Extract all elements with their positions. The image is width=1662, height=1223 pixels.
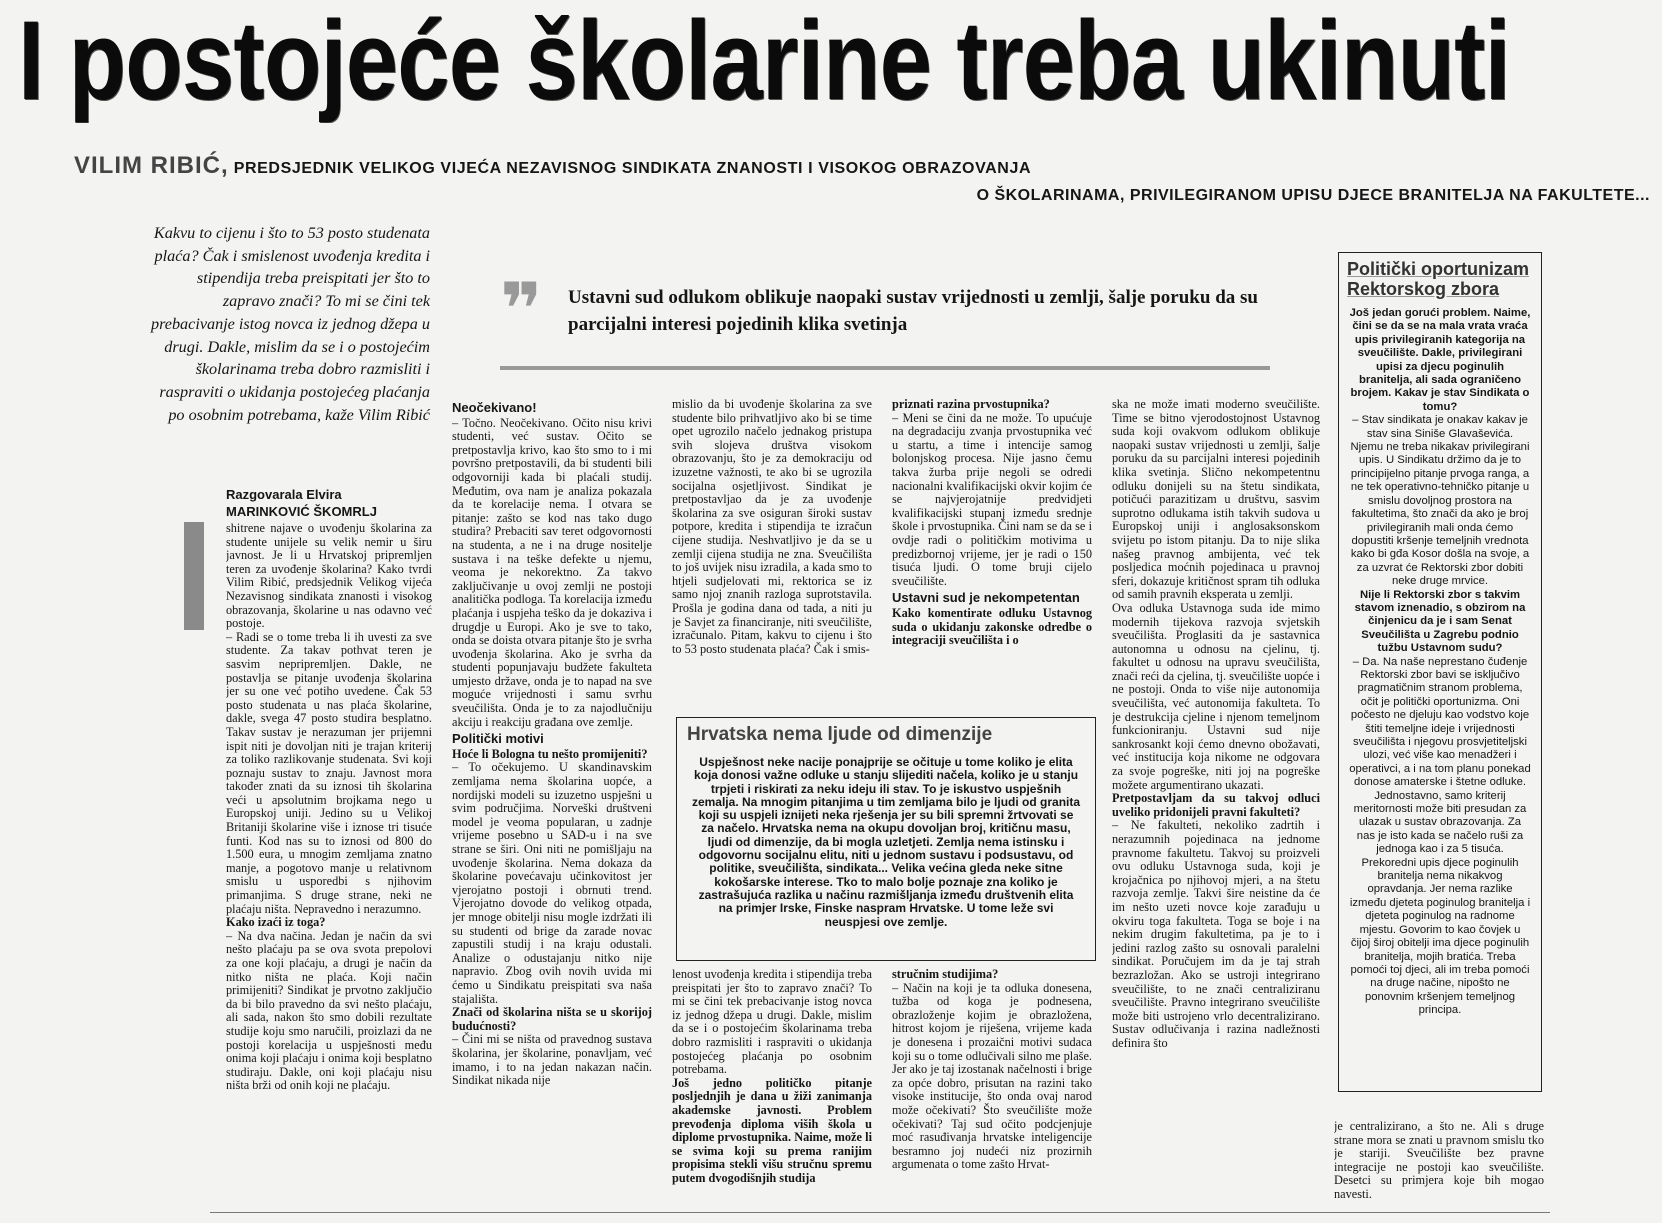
paragraph: – Točno. Neočekivano. Očito nisu krivi studenti, već sustav. Očito se pretpostavlja krivo, kao što smo to i mi površno pretpostavili, da bi studenti bili odgovorniji kada bi plaćali studij. Međutim, ova nam je analiza pokazala da te korelacije nema. I otvara se pitanje: zašto se kod nas tako dugo studira? Prebaciti sav teret odgovornosti na studenta, a ne i na druge nositelje sustava i na teške defekte u njemu, veoma je nekorektno. Za takvo zaključivanje u ovoj zemlji ne postoji analitička podloga. Ta korelacija između plaćanja i uspjeha teško da je dokaziva i drugdje u Europi. Ako je sve to tako, onda se doista otvara pitanje što je svrha uvođenja školarina. Ako je svrha da studenti popunjavaju budžete fakulteta umjesto države, onda je to napad na sve moguće vrijednosti i samu svrhu sveučilišta. Onda je to za najodlučniju akciju i reakciju građana ove zemlje. (452, 415, 652, 729)
paragraph: mislio da bi uvođenje školarina za sve studente bilo prihvatljivo ako bi se time opet ugrozilo načelo jednakog pristupa svih slojeva društva visokom obrazovanju, što je za demokraciju od izuzetne važnosti, te ako bi se ugrozila socijalna osjetljivost. Sindikat je pretpostavljao da je za uvođenje školarina za sve osiguran široki sustav potpore, kredita i stipendija te izračun cijene studija. Neshvatljivo je da se u zemlji cijena studija ne zna. Sveučilišta to još uvijek nisu izradila, a kada smo to htjeli sudjelovati mi, rektorica se iz samo njoj znanih razloga suprotstavila. Prošla je godina dana od tada, a niti ju je Savjet za financiranje, niti sveučilište, izračunalo. Pitam, kakvu to cijenu i što to 53 posto studenata plaća? Čak i smis- (672, 398, 872, 656)
inner-box (676, 717, 1096, 961)
paragraph: – To očekujemo. U skandinavskim zemljama nema školarina uopće, a nordijski modeli su izuzetno uspješni u svim područjima. Norveški društveni model je veoma popularan, u zadnje vrijeme posebno u SAD-u i na sve strane se širi. Oni niti ne pomišljaju na uvođenje školarina. Nema dokaza da školarine povećavaju učinkovitost jer vjerojatno postoji i obrnuti trend. Vjerojatno dovode do velikog otpada, jer mnoge obitelji nisu mogle izdržati ili su studenti od brige da zarade novac zapustili studij i na kraju odustali. Analize o odustajanju nitko nije napravio. Zbog ovih novih uvida mi ćemo u Sindikatu preispitati sva naša stajališta. (452, 760, 652, 1006)
article-column-3-top (672, 398, 872, 698)
pull-quote (500, 270, 1270, 370)
interviewee-name: VILIM RIBIĆ, (74, 152, 229, 179)
intro-paragraph: Kakvu to cijenu i što to 53 posto studenata plaća? Čak i smislenost uvođenja kredita i stipendija treba preispitati jer što to zapravo znači? To mi se čini tek prebacivanje istog novca iz jednog džepa u drugi. Dakle, mislim da se i o postojećim školarinama treba dobro razmisliti i raspraviti o ukidanja postojećeg plaćanja po osobnim potrebama, kaže Vilim Ribić (150, 224, 430, 424)
paragraph: – Čini mi se ništa od pravednog sustava školarina, jer školarine, ponavljam, već imamo, i to na jedan nakazan način. Sindikat nikada nije (452, 1032, 652, 1088)
paragraph: Ova odluka Ustavnoga suda ide mimo modernih tijekova razvoja svjetskih sveučilišta. Proglasiti da je sastavnica autonomna u odnosu na cjelinu, tj. fakultet u odnosu na upravu sveučilišta, znači reći da cjelina, tj. sveučilište uopće i ne postoji. Onda to više nije autonomija sveučilišta, već autonomija fakulteta. To je destrukcija cjeline i njenom temeljnom funkcioniranju. Ustavni sud nije sankrosankt koji ćemo dnevno obožavati, već institucija koja nikome ne odgovara za svoje pogreške, niti joj na pogreške možete argumentirano ukazati. (1112, 600, 1320, 792)
question: priznati razina prvostupnika? (892, 398, 1050, 411)
article-column-4-bottom (892, 968, 1092, 1206)
subheading: Ustavni sud je nekompetentan (892, 590, 1080, 606)
paragraph: – Način na koji je ta odluka donesena, tužba od koga je podnesena, obrazloženje kojim je obrazložena, hitrost kojom je riješena, vrijeme kada je donesena i prozaični motivi sudaca koji su o tome odlučivali silno me plaše. Jer ako je taj izostanak načelnosti i brige za opće dobro, prisutan na razini tako visoke institucije, što onda ovaj narod može očekivati? Što sveučilište može očekivati? Taj sud očito podcjenjuje moć rasuđivanja hrvatske inteligencije besramno joj nudeći niz prozirnih argumenata o tome zašto Hrvat- (892, 980, 1092, 1172)
sidebar-answer: – Da. Na naše neprestano čuđenje Rektorski zbor bavi se isključivo pragmatičnim stranom problema, očit je politički oportunizma. Oni počesto ne djeluju kao vodstvo koje štiti temeljne ideje i vrijednosti sveučilišta i njegovu prosvjetiteljski ulozi, već više kao menadžeri i operativci, a i na tom planu ponekad donose amaterske i štetne odluke. Jednostavno, samo kriterij meritornosti može biti presudan za ulazak u sustav obrazovanja. Za nas je isto kada se načelo ruši za jednoga kao i za 5 tisuća. Prekoredni upis djece poginulih branitelja nema nikakvog opravdanja. Jer nema razlike između djeteta poginulog branitelja i djeteta poginulog na radnome mjestu. Govorim to kao čovjek u čijoj široj obitelji ima djece poginulih branitelja, mojih bratića. Treba pomoći toj djeci, ali im treba pomoći na druge načine, nipošto ne ponovnim kršenjem temeljnog principa. (1349, 655, 1531, 1017)
topic-line: O ŠKOLARINAMA, PRIVILEGIRANOM UPISU DJECE BRANITELJA NA FAKULTETE... (976, 187, 1650, 204)
paragraph: – Meni se čini da ne može. To upućuje na degradaciju zvanja prvostupnika već u startu, a time i intencije samog bolonjskog procesa. Nije jasno čemu takva žurba prije negoli se odredi nacionalni kvalifikacijski okvir kojim će se najvjerojatnije predvidjeti kvalifikacijski stupanj između srednje škole i prvostupnika. Čini nam se da se i ovdje radi o političkim motivima u predizbornoj vrijeme, jer je radi o 150 tisuća ljudi. O tome bruji cijelo sveučilište. (892, 410, 1092, 588)
author-credit (226, 486, 436, 520)
article-column-4-top (892, 398, 1092, 698)
paragraph: – Ne fakulteti, nekoliko zadrtih i nerazumnih pojedinaca na jednome pravnome fakultetu. Takvoj su proizveli ovu odluku Ustavnoga suda, koji je krojačnica po njihovoj mjeri, a na štetu razvoja zemlje. Takvi šire neistine da će im nešto uzeti novce koje zarađuju u okviru toga fakulteta. Toga se boje i na nekim drugim fakultetima, pa je to i jedini razlog zašto su osnovali paralelni sindikat. Poručujem im da je taj strah bezrazložan. Ako se ustroji integrirano sveučilište, to ne znači centraliziranu sveučilište. Pravno integrirano sveučilište može biti ustrojeno vrlo decentralizirano. Sustav odlučivanja i razina nadležnosti definira što (1112, 818, 1320, 1050)
paragraph: – Radi se o tome treba li ih uvesti za sve studente. Za takav pothvat teren je sasvim nepripremljen. Dakle, ne postavlja se pitanje uvođenja školarina jer su one već potiho uvedene. Čak 53 posto studenata u nas plaća školarine, dakle, svega 47 posto studira besplatno. Takav sustav je nerazuman jer prijemni ispit niti je dovoljan niti je trajan kriterij za toliko razlikovanje studenata. Svi koji poznaju sustav to znaju. Javnost mora također znati da su iznosi tih školarina veći u apsolutnim brojkama nego u Europskoj uniji. Jedino su u Velikoj Britaniji školarine više i iznose tri tisuće funti. Kod nas su to iznosi od 800 do 1.500 eura, u mnogim zemljama znatno manje, a pogotovo manje u relativnom smislu u usporedbi s njihovim primanjima. S druge strane, neki ne plaćaju ništa. Nepravedno i nerazumno. (226, 629, 432, 916)
subheading: Neočekivano! (452, 400, 537, 415)
article-column-6-tail (1334, 1120, 1544, 1206)
inner-box-text: Uspješnost neke nacije ponajprije se očituje u tome koliko je elita koja donosi važne odluke u stanju slijediti načela, koliko je u stanju trpjeti i riskirati za neku ideju ili stav. To je iskustvo uspješnih zemalja. Na mnogim pitanjima u tim zemljama bilo je ljudi od granita koji su uspjeli iznijeti neka rješenja jer su bili spremni žrtvovati se za načelo. Hrvatska nema na okupu dovoljan broj, kritičnu masu, ljudi od dimenzije, da bi mogla uzletjeti. Zemlja nema istinsku i odgovornu socijalnu elitu, niti u jednom sustavu i podsustavu, od politike, sveučilišta, sindikata... Velika većina gleda neke sitne kokošarske interese. Tko to malo bolje poznaje zna koliko je zastrašujuća razlika u načinu razmišljanja između društvenih elita na primjer Irske, Finske naspram Hrvatske. U tome leže svi neuspjesi ove zemlje. (691, 755, 1081, 929)
headline: I postojeće školarine treba ukinuti (18, 0, 1510, 123)
byline (74, 152, 1634, 180)
credit-name: MARINKOVIĆ ŠKOMRLJ (226, 504, 377, 519)
paragraph: je centralizirano, a što ne. Ali s druge strane mora se znati u pravnom smislu tko je stariji. Sveučilište bez pravne integracije ne postoji kao sveučilište. Desetci su primjera koje bih mogao navesti. (1334, 1120, 1544, 1201)
article-column-2 (452, 398, 652, 1206)
question: Još jedno političko pitanje posljednjih je dana u žiži zanimanja akademske javnosti. Problem prevođenja diploma viših škola u diplome prvostupnika. Naime, može li se svima koji su prema ranijim propisima stekli višu stručnu spremu putem dvogodišnjih studija (672, 1075, 872, 1185)
article-column-3-bottom (672, 968, 872, 1206)
sidebar-question: Još jedan gorući problem. Naime, čini se da se na mala vrata vraća upis privilegiranih kategorija na sveučilište. Dakle, privilegirani upisi za djecu poginulih branitelja, ali sada ograničeno brojem. Kakav je stav Sindikata o tomu? (1349, 307, 1531, 413)
paragraph: – Na dva načina. Jedan je način da svi nešto plaćaju pa se ova svota prepolovi za one koji plaćaju, a drugi je način da nitko ništa ne plaća. Koji način primijeniti? Sindikat je prvotno zaključio da bi bilo pravedno da svi nešto plaćaju, ali sada, nakon što smo dobili rezultate studije koju smo naručili, proizlazi da ne postoji korelacija u uspješnosti među onima koji plaćaju i onima koji besplatno studiraju. Dakle, oni koji plaćaju nisu ništa brži od onih koji ne plaćaju. (226, 928, 432, 1093)
question: Kako izaći iz toga? (226, 915, 326, 930)
quote-marks-icon: ❞ (500, 270, 543, 350)
question: Znači od školarina ništa se u skorijoj budućnosti? (452, 1005, 652, 1033)
paragraph: shitrene najave o uvođenju školarina za studente unijele su velik nemir u širu javnost. Je li u Hrvatskoj pripremljen teren za uvođenje školarina? Kako tvrdi Vilim Ribić, predsjednik Velikog vijeća Nezavisnog sindikata znanosti i visokog obrazovanja, školarine u nas odavno već postoje. (226, 522, 432, 631)
paragraph: ska ne može imati moderno sveučilište. Time se bitno vjerodostojnost Ustavnog suda koji ovakvom odlukom oblikuje naopaki sustav vrijednosti u zemlji, šalje poruku da su parcijalni interesi pojedinih klika svetinja. Slično nekompetentnu odluku donijeli su na štetu sindikata, potičući parazitizam u društvu, sasvim suprotno odlukama istih takvih sudova u Europskoj uniji i anglosaksonskom svijetu po istom pitanju. Da to nije slika našeg pravnog ambijenta, već tek posljedica moćnih pojedinaca u pravnoj sferi, dokazuje kritičnost spram tih odluka od samih pravnih eksperata u zemlji. (1112, 398, 1320, 602)
sidebar-title: Politički oportunizam Rektorskog zbora (1347, 259, 1530, 299)
credit-label: Razgovarala Elvira (226, 487, 342, 502)
drop-cap-bar (184, 522, 204, 630)
bottom-rule (210, 1212, 1550, 1213)
subheading: Politički motivi (452, 731, 544, 747)
sidebar-box (1338, 252, 1542, 1092)
sidebar-question: Nije li Rektorski zbor s takvim stavom iznenadio, s obzirom na činjenicu da je i sam Senat Sveučilišta u Zagrebu podnio tužbu Ustavnom sudu? (1354, 588, 1526, 655)
interviewee-role: PREDSJEDNIK VELIKOG VIJEĆA NEZAVISNOG SINDIKATA ZNANOSTI I VISOKOG OBRAZOVANJA (233, 160, 1032, 177)
paragraph: lenost uvođenja kredita i stipendija treba preispitati jer što to zapravo znači? To mi se čini tek prebacivanje istog novca iz jednog džepa u drugi. Dakle, mislim da se i o postojećim školarinama treba dobro razmisliti i raspraviti o ukidanja postojećeg plaćanja po osobnim potrebama. (672, 968, 872, 1077)
question: stručnim studijima? (892, 968, 999, 981)
question: Kako komentirate odluku Ustavnog suda o ukidanju zakonske odredbe o integraciji sveučilišta i o (892, 605, 1092, 648)
article-column-5 (1112, 398, 1320, 1206)
sidebar-answer: – Stav sindikata je onakav kakav je stav sina Siniše Glavaševića. Njemu ne treba nikakav privilegirani upis. U Sindikatu držimo da je to principijelno pitanje prvoga ranga, a ne tek operativno-tehničko pitanje u smislu dovoljnog prostora na fakultetima, što znači da ako je broj privilegiranih mali onda ćemo dopustiti kršenje temeljnih vrednota kako bi gđa Kosor došla na svoje, a za uzvrat će Rektorski zbor dobiti neke druge mrvice. (1350, 414, 1530, 588)
inner-box-title: Hrvatska nema ljude od dimenzije (687, 724, 993, 745)
pull-quote-text: Ustavni sud odlukom oblikuje naopaki sustav vrijednosti u zemlji, šalje poruku da su parcijalni interesi pojedinih klika svetinja (568, 287, 1258, 335)
question: Pretpostavljam da su takvoj odluci uveliko pridonijeli pravni fakulteti? (1112, 791, 1320, 819)
question: Hoće li Bologna tu nešto promijeniti? (452, 746, 648, 761)
article-column-1 (226, 522, 432, 1206)
